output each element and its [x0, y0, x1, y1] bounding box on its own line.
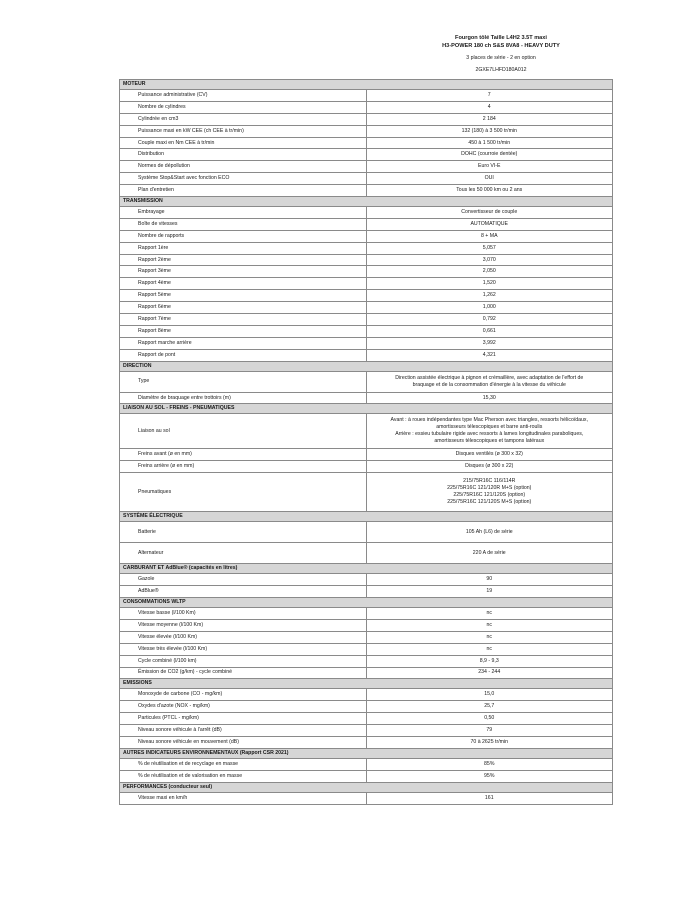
- spec-row: [120, 543, 613, 564]
- spec-label: Vitesse moyenne (l/100 Km): [120, 619, 367, 631]
- spec-label: Couple maxi en Nm CEE à tr/min: [120, 137, 367, 149]
- section-title: CARBURANT ET AdBlue® (capacités en litres): [120, 564, 613, 574]
- spec-table: [119, 79, 613, 805]
- spec-label: Vitesse maxi en km/h: [120, 792, 367, 804]
- spec-value: 85%: [366, 758, 613, 770]
- spec-row: [120, 631, 613, 643]
- spec-row: [120, 792, 613, 804]
- spec-row: [120, 473, 613, 512]
- version-code: 2GXE7LHFD180A012: [475, 67, 527, 73]
- spec-value-line: Avant : à roues indépendantes type Mac Pherson avec triangles, ressorts hélicoïdaux,: [390, 417, 588, 424]
- spec-label: Système Stop&Start avec fonction ECO: [120, 173, 367, 185]
- spec-value-line: Arrière : essieu tubulaire rigide avec ressorts à lames longitudinales paraboliques,: [395, 431, 584, 438]
- spec-label: Puissance maxi en kW CEE (ch CEE à tr/min): [120, 125, 367, 137]
- spec-row: [120, 149, 613, 161]
- section-title: AUTRES INDICATEURS ENVIRONNEMENTAUX (Rapport CSR 2021): [120, 748, 613, 758]
- spec-row: [120, 278, 613, 290]
- spec-row: [120, 736, 613, 748]
- spec-row: [120, 349, 613, 361]
- spec-label: Embrayage: [120, 207, 367, 219]
- places-info: 3 places de série - 2 en option: [466, 55, 536, 61]
- spec-header: [390, 34, 612, 74]
- spec-label: Freins arrière (ø en mm): [120, 461, 367, 473]
- spec-value: 5,057: [366, 242, 613, 254]
- spec-row: [120, 461, 613, 473]
- section-header: [120, 361, 613, 371]
- section-header: [120, 782, 613, 792]
- spec-row: [120, 254, 613, 266]
- spec-value: 4,321: [366, 349, 613, 361]
- section-header: [120, 598, 613, 608]
- spec-value: AUTOMATIQUE: [366, 218, 613, 230]
- spec-value: 220 A de série: [366, 543, 613, 564]
- spec-value: 25,7: [366, 701, 613, 713]
- spec-value: 19: [366, 586, 613, 598]
- spec-label: Rapport 6ème: [120, 302, 367, 314]
- section-header: [120, 512, 613, 522]
- spec-row: [120, 325, 613, 337]
- spec-label: Pneumatiques: [120, 473, 367, 512]
- spec-value: 95%: [366, 770, 613, 782]
- spec-value: nc: [366, 619, 613, 631]
- spec-row: [120, 101, 613, 113]
- spec-label: Rapport 5ème: [120, 290, 367, 302]
- spec-label: Particules (PTCL - mg/km): [120, 713, 367, 725]
- spec-row: [120, 230, 613, 242]
- spec-label: Vitesse basse (l/100 Km): [120, 608, 367, 620]
- spec-label: AdBlue®: [120, 586, 367, 598]
- spec-row: [120, 643, 613, 655]
- spec-label: Batterie: [120, 522, 367, 543]
- spec-label: Rapport 4ème: [120, 278, 367, 290]
- spec-value: 105 Ah (L6) de série: [366, 522, 613, 543]
- spec-row: [120, 701, 613, 713]
- spec-label: Freins avant (ø en mm): [120, 449, 367, 461]
- spec-label: Diamètre de braquage entre trottoirs (m): [120, 392, 367, 404]
- spec-label: % de réutilisation et de recyclage en masse: [120, 758, 367, 770]
- section-title: TRANSMISSION: [120, 197, 613, 207]
- spec-value: 7: [366, 90, 613, 102]
- spec-value: nc: [366, 608, 613, 620]
- section-title: LIAISON AU SOL - FREINS - PNEUMATIQUES: [120, 404, 613, 414]
- spec-value: 4: [366, 101, 613, 113]
- spec-row: [120, 302, 613, 314]
- spec-label: Distribution: [120, 149, 367, 161]
- spec-row: [120, 689, 613, 701]
- spec-value-line: Direction assistée électrique à pignon et crémaillère, avec adaptation de l'effort de: [395, 374, 584, 381]
- spec-value: nc: [366, 631, 613, 643]
- spec-label: Type: [120, 371, 367, 392]
- spec-value-line: 225/75R16C 121/120R M+S (option): [447, 485, 532, 492]
- spec-row: [120, 758, 613, 770]
- model-title-line2: H3-POWER 180 ch S&S 8VA8 - HEAVY DUTY: [442, 43, 560, 49]
- spec-row: [120, 185, 613, 197]
- spec-row: [120, 242, 613, 254]
- spec-label: Plan d'entretien: [120, 185, 367, 197]
- section-header: [120, 564, 613, 574]
- spec-row: [120, 113, 613, 125]
- spec-value: 0,661: [366, 325, 613, 337]
- spec-label: Rapport 1ère: [120, 242, 367, 254]
- spec-row: [120, 713, 613, 725]
- spec-value: nc: [366, 643, 613, 655]
- spec-row: [120, 725, 613, 737]
- spec-value: 1,000: [366, 302, 613, 314]
- spec-value: 8,9 - 9,3: [366, 655, 613, 667]
- spec-value: 450 à 1 500 tr/min: [366, 137, 613, 149]
- spec-value-line: 225/75R16C 121/120S M+S (option): [447, 499, 532, 506]
- spec-row: [120, 522, 613, 543]
- spec-label: Nombre de rapports: [120, 230, 367, 242]
- section-title: SYSTÈME ÉLECTRIQUE: [120, 512, 613, 522]
- spec-label: Rapport 2ème: [120, 254, 367, 266]
- spec-row: [120, 586, 613, 598]
- section-title: DIRECTION: [120, 361, 613, 371]
- spec-value-line: amortisseurs télescopiques et barre anti-roulis: [436, 424, 543, 431]
- section-header: [120, 197, 613, 207]
- section-title: EMISSIONS: [120, 679, 613, 689]
- spec-value-line: 225/75R16C 121/120S (option): [453, 492, 526, 499]
- spec-value: Disques ventilés (ø 300 x 32): [366, 449, 613, 461]
- spec-row: [120, 125, 613, 137]
- spec-table-body: [120, 80, 613, 805]
- spec-label: Cycle combiné (l/100 km): [120, 655, 367, 667]
- spec-value: Euro VI-E: [366, 161, 613, 173]
- spec-value: 3,992: [366, 337, 613, 349]
- spec-row: [120, 608, 613, 620]
- spec-value: 15,30: [366, 392, 613, 404]
- spec-value: 161: [366, 792, 613, 804]
- spec-label: Normes de dépollution: [120, 161, 367, 173]
- spec-value-line: amortisseurs télescopiques et tampons latéraux: [434, 438, 545, 445]
- spec-label: Boîte de vitesses: [120, 218, 367, 230]
- section-header: [120, 748, 613, 758]
- spec-value: 90: [366, 574, 613, 586]
- spec-value: 3,070: [366, 254, 613, 266]
- spec-value: 0,792: [366, 314, 613, 326]
- spec-row: [120, 667, 613, 679]
- spec-label: Vitesse très élevée (l/100 Km): [120, 643, 367, 655]
- spec-row: [120, 314, 613, 326]
- spec-label: Niveau sonore véhicule en mouvement (dB): [120, 736, 367, 748]
- spec-row: [120, 207, 613, 219]
- spec-value: 132 (180) à 3 500 tr/min: [366, 125, 613, 137]
- spec-row: [120, 161, 613, 173]
- spec-row: [120, 337, 613, 349]
- spec-value: 79: [366, 725, 613, 737]
- spec-row: [120, 770, 613, 782]
- spec-row: [120, 266, 613, 278]
- spec-row: [120, 290, 613, 302]
- spec-value: 70 à 2625 tr/min: [366, 736, 613, 748]
- section-title: MOTEUR: [120, 80, 613, 90]
- spec-row: [120, 414, 613, 449]
- spec-label: Monoxyde de carbone (CO - mg/km): [120, 689, 367, 701]
- section-title: CONSOMMATIONS WLTP: [120, 598, 613, 608]
- spec-label: Puissance administrative (CV): [120, 90, 367, 102]
- spec-value: 0,50: [366, 713, 613, 725]
- spec-value: 15,0: [366, 689, 613, 701]
- spec-label: Cylindrée en cm3: [120, 113, 367, 125]
- spec-value: 1,520: [366, 278, 613, 290]
- spec-row: [120, 137, 613, 149]
- spec-row: [120, 392, 613, 404]
- spec-row: [120, 655, 613, 667]
- section-header: [120, 404, 613, 414]
- spec-value: OUI: [366, 173, 613, 185]
- spec-value: 1,262: [366, 290, 613, 302]
- spec-row: [120, 173, 613, 185]
- spec-label: Rapport de pont: [120, 349, 367, 361]
- spec-value: 234 - 244: [366, 667, 613, 679]
- spec-row: [120, 371, 613, 392]
- spec-value: Convertisseur de couple: [366, 207, 613, 219]
- spec-label: Rapport marche arrière: [120, 337, 367, 349]
- spec-row: [120, 449, 613, 461]
- spec-label: Rapport 3ème: [120, 266, 367, 278]
- spec-label: Gazole: [120, 574, 367, 586]
- spec-value: [366, 371, 613, 392]
- spec-label: Émission de CO2 (g/km) - cycle combiné: [120, 667, 367, 679]
- spec-label: Rapport 8ème: [120, 325, 367, 337]
- spec-value: [366, 473, 613, 512]
- spec-value: Tous les 50 000 km ou 2 ans: [366, 185, 613, 197]
- spec-row: [120, 574, 613, 586]
- spec-label: % de réutilisation et de valorisation en masse: [120, 770, 367, 782]
- spec-value-line: 215/75R16C 116/114R: [463, 478, 516, 485]
- spec-label: Alternateur: [120, 543, 367, 564]
- spec-value: 8 + MA: [366, 230, 613, 242]
- spec-row: [120, 619, 613, 631]
- spec-value: 2,050: [366, 266, 613, 278]
- spec-label: Nombre de cylindres: [120, 101, 367, 113]
- section-title: PERFORMANCES (conducteur seul): [120, 782, 613, 792]
- section-header: [120, 679, 613, 689]
- section-header: [120, 80, 613, 90]
- spec-label: Liaison au sol: [120, 414, 367, 449]
- spec-value: DOHC (courroie dentée): [366, 149, 613, 161]
- spec-row: [120, 218, 613, 230]
- spec-value: Disques (ø 300 x 22): [366, 461, 613, 473]
- spec-label: Oxydes d'azote (NOX - mg/km): [120, 701, 367, 713]
- spec-row: [120, 90, 613, 102]
- spec-label: Rapport 7ème: [120, 314, 367, 326]
- spec-value-line: braquage et de la consommation d'énergie à la vitesse du véhicule: [412, 381, 566, 388]
- spec-label: Niveau sonore véhicule à l'arrêt (dB): [120, 725, 367, 737]
- spec-value: 2 184: [366, 113, 613, 125]
- spec-value: [366, 414, 613, 449]
- model-title-line1: Fourgon tôlé Taille L4H2 3.5T maxi: [455, 35, 547, 41]
- spec-label: Vitesse élevée (l/100 Km): [120, 631, 367, 643]
